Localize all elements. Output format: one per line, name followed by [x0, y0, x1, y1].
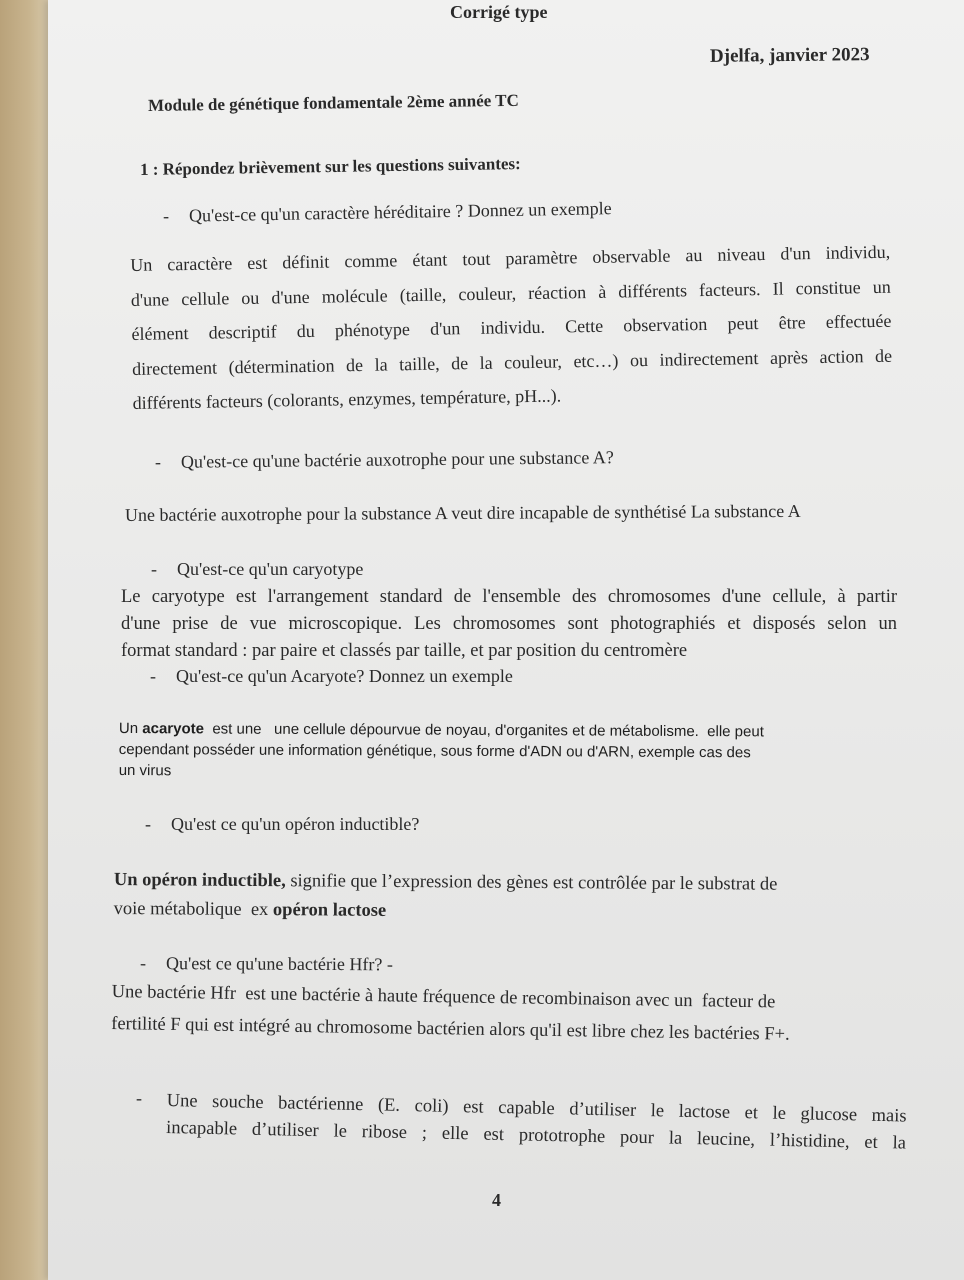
module-title: Module de génétique fondamentale 2ème année TC [147, 90, 519, 115]
answer-5 [114, 866, 778, 929]
question-5 [145, 814, 419, 835]
bullet-dash: - [139, 953, 147, 974]
question-text: Qu'est-ce qu'un caryotype [177, 559, 364, 579]
answer-line: directement (détermination de la taille, de la couleur, etc…) ou indirectement après action de [131, 345, 893, 379]
question-text: Qu'est-ce qu'une bactérie auxotrophe pour une substance A? [180, 447, 614, 472]
answer-line: un virus [118, 761, 172, 780]
answer-2: Une bactérie auxotrophe pour la substance A veut dire incapable de synthétisé La substance A [124, 500, 801, 525]
paragraph-7 [166, 1088, 907, 1157]
answer-line: Le caryotype est l'arrangement standard de l'ensemble des chromosomes d'une cellule, à partir [121, 587, 897, 607]
answer-3 [121, 584, 897, 665]
bullet-dash: - [162, 205, 170, 226]
paragraph-line: Une souche bactérienne (E. coli) est capable d’utiliser le lactose et le glucose mais [166, 1090, 907, 1127]
place-date: Djelfa, janvier 2023 [709, 44, 870, 67]
answer-text: Un [118, 720, 143, 738]
question-text: Qu'est ce qu'une bactérie Hfr? - [165, 953, 393, 975]
answer-6 [111, 976, 790, 1051]
bullet-dash: - [150, 666, 156, 686]
answer-1 [130, 235, 893, 421]
section-heading: 1 : Répondez brièvement sur les questions suivantes: [139, 154, 521, 179]
answer-line: différents facteurs (colorants, enzymes, température, pH...). [132, 385, 562, 413]
answer-line: d'une cellule ou d'une molécule (taille, couleur, réaction à différents facteurs. Il constitue un [130, 276, 891, 310]
answer-line: Un caractère est définit comme étant tout paramètre observable au niveau d'un individu, [130, 241, 891, 275]
document-page [48, 0, 964, 1280]
answer-text: signifie que l’expression des gènes est contrôlée par le substrat de [285, 871, 778, 895]
page-number: 4 [492, 1190, 501, 1210]
question-text: Qu'est ce qu'un opéron inductible? [171, 814, 420, 834]
bold-term-acaryote: acaryote [142, 720, 205, 738]
bold-term-operon-lactose: opéron lactose [272, 900, 387, 921]
answer-line [114, 866, 778, 900]
bullet-7: - [136, 1088, 142, 1108]
question-4 [150, 666, 513, 687]
bullet-dash: - [145, 814, 151, 834]
question-1 [163, 198, 612, 227]
question-6 [140, 953, 393, 975]
question-3 [151, 559, 363, 580]
answer-text: est une une cellule dépourvue de noyau, d'organites et de métabolisme. elle peut [203, 720, 764, 741]
answer-line: cependant posséder une information génétique, sous forme d'ADN ou d'ARN, exemple cas des [118, 740, 751, 762]
document-title: Corrigé type [450, 2, 548, 22]
answer-line: Une bactérie Hfr est une bactérie à haute fréquence de recombinaison avec un facteur de [111, 981, 776, 1013]
answer-line: fertilité F qui est intégré au chromosome bactérien alors qu'il est libre chez les bactéries F+. [111, 1013, 790, 1045]
answer-4 [119, 718, 764, 784]
question-text: Qu'est-ce qu'un caractère héréditaire ? Donnez un exemple [188, 198, 612, 226]
bold-term-operon-inductible: Un opéron inductible, [113, 869, 286, 892]
bullet-dash: - [151, 559, 157, 579]
paragraph-line: incapable d’utiliser le ribose ; elle est prototrophe pour la leucine, l’histidine, et la [165, 1117, 907, 1154]
answer-text: voie métabolique ex [113, 898, 274, 921]
question-text: Qu'est-ce qu'un Acaryote? Donnez un exemple [176, 666, 513, 686]
answer-line: élément descriptif du phénotype d'un individu. Cette observation peut être effectuée [131, 310, 892, 344]
answer-line: format standard : par paire et classés par taille, et par position du centromère [121, 641, 688, 661]
question-2 [155, 447, 614, 473]
answer-line [114, 895, 778, 929]
answer-line: d'une prise de vue microscopique. Les chromosomes sont photographiés et disposés selon un [121, 614, 897, 634]
bullet-dash: - [154, 451, 162, 472]
